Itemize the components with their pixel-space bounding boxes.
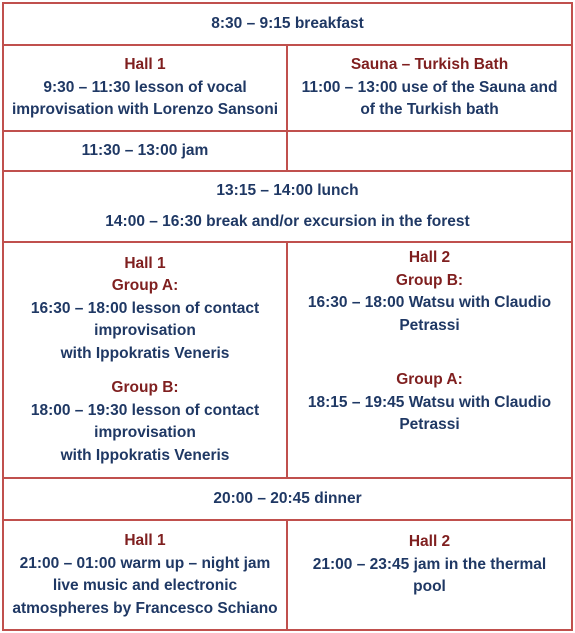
empty-cell bbox=[287, 131, 572, 171]
afternoon-hall1-cell bbox=[3, 242, 287, 478]
afternoon-hall2-group-b-line-2: Petrassi bbox=[399, 316, 460, 334]
break-text: 14:00 – 16:30 break and/or excursion in the forest bbox=[105, 212, 470, 230]
afternoon-hall2-group-b-label: Group B: bbox=[395, 271, 464, 289]
afternoon-hall2-group-a-line-2: Petrassi bbox=[399, 416, 460, 433]
row-jam bbox=[3, 131, 572, 171]
dinner-cell bbox=[3, 478, 572, 520]
morning-hall1-line-2: improvisation with Lorenzo Sansoni bbox=[11, 101, 279, 119]
evening-hall1-title: Hall 1 bbox=[124, 532, 166, 549]
morning-sauna-title: Sauna – Turkish Bath bbox=[350, 56, 509, 74]
row-breakfast bbox=[3, 3, 572, 45]
evening-hall1-line-2: live music and electronic bbox=[52, 577, 238, 594]
row-morning bbox=[3, 45, 572, 131]
afternoon-hall1-title: Hall 1 bbox=[124, 254, 166, 272]
spacer bbox=[6, 365, 284, 377]
evening-hall1-line-1: 21:00 – 01:00 warm up – night jam bbox=[19, 554, 271, 572]
morning-sauna-line-2: of the Turkish bath bbox=[360, 101, 499, 119]
dinner-text: 20:00 – 20:45 dinner bbox=[213, 489, 362, 507]
jam-cell bbox=[3, 131, 287, 171]
afternoon-hall2-group-a-label: Group A: bbox=[396, 371, 463, 388]
spacer bbox=[6, 203, 569, 211]
afternoon-hall1-group-a-label: Group A: bbox=[111, 277, 179, 295]
afternoon-hall2-group-b-line-1: 16:30 – 18:00 Watsu with Claudio bbox=[307, 294, 552, 311]
jam-text: 11:30 – 13:00 jam bbox=[81, 141, 209, 159]
afternoon-hall2-cell bbox=[287, 242, 572, 478]
afternoon-hall1-group-b-line-3: with Ippokratis Veneris bbox=[60, 446, 230, 464]
afternoon-hall1-group-a-line-2: improvisation bbox=[94, 322, 196, 340]
afternoon-hall2-group-a-line-1: 18:15 – 19:45 Watsu with Claudio bbox=[307, 393, 552, 411]
afternoon-hall1-group-a-line-1: 16:30 – 18:00 lesson of contact bbox=[30, 299, 260, 317]
evening-hall2-title: Hall 2 bbox=[408, 533, 451, 550]
row-dinner bbox=[3, 478, 572, 520]
breakfast-text: 8:30 – 9:15 breakfast bbox=[211, 14, 364, 32]
afternoon-hall1-group-a-line-3: with Ippokratis Veneris bbox=[60, 344, 230, 362]
afternoon-hall1-group-b-line-1: 18:00 – 19:30 lesson of contact bbox=[30, 401, 260, 419]
morning-sauna-cell bbox=[287, 45, 572, 131]
spacer bbox=[290, 337, 569, 369]
lunch-text: 13:15 – 14:00 lunch bbox=[216, 182, 359, 199]
morning-sauna-line-1: 11:00 – 13:00 use of the Sauna and bbox=[301, 78, 558, 96]
row-evening bbox=[3, 520, 572, 630]
evening-hall1-cell bbox=[3, 520, 287, 630]
row-afternoon bbox=[3, 242, 572, 478]
afternoon-hall1-group-b-line-2: improvisation bbox=[94, 424, 196, 442]
morning-hall1-line-1: 9:30 – 11:30 lesson of vocal bbox=[43, 78, 247, 96]
breakfast-cell bbox=[3, 3, 572, 45]
morning-hall1-title: Hall 1 bbox=[124, 56, 166, 74]
evening-hall2-line-2: pool bbox=[413, 578, 446, 595]
evening-hall2-cell bbox=[287, 520, 572, 630]
afternoon-hall1-group-b-label: Group B: bbox=[111, 379, 179, 397]
morning-hall1-cell bbox=[3, 45, 287, 131]
evening-hall2-line-1: 21:00 – 23:45 jam in the thermal bbox=[312, 555, 547, 573]
evening-hall1-line-3: atmospheres by Francesco Schiano bbox=[12, 599, 278, 617]
schedule-table bbox=[2, 2, 573, 631]
afternoon-hall2-title: Hall 2 bbox=[408, 249, 451, 266]
row-lunch-break bbox=[3, 171, 572, 242]
lunch-break-cell bbox=[3, 171, 572, 242]
